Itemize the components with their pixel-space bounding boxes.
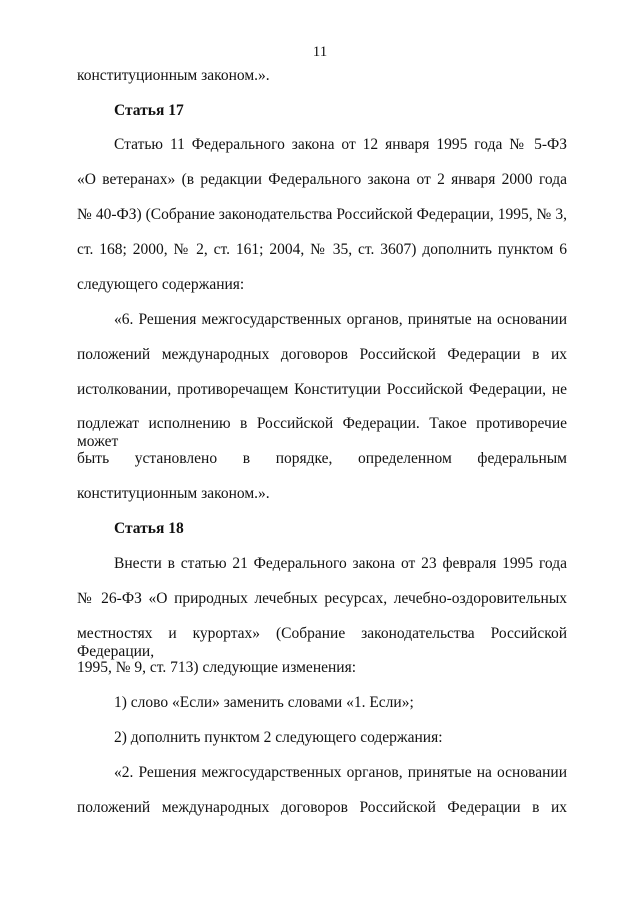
text-line: быть установлено в порядке, определенном федеральным <box>77 450 567 467</box>
page-number: 11 <box>312 44 328 60</box>
article-17-heading: Статья 17 <box>114 102 184 119</box>
text-line: «2. Решения межгосударственных органов, принятые на основании <box>114 764 567 781</box>
text-line: местностях и курортах» (Собрание законодательства Российской Федерации, <box>77 625 567 660</box>
text-line: подлежат исполнению в Российской Федерации. Такое противоречие может <box>77 415 567 450</box>
text-line: следующего содержания: <box>77 276 245 293</box>
text-line: Статью 11 Федерального закона от 12 января 1995 года № 5-ФЗ <box>114 136 567 153</box>
text-line: № 40-ФЗ) (Собрание законодательства Российской Федерации, 1995, № 3, <box>77 206 567 223</box>
list-item: 2) дополнить пунктом 2 следующего содержания: <box>114 729 443 746</box>
text-line: положений международных договоров Российской Федерации в их <box>77 346 567 363</box>
text-line: ст. 168; 2000, № 2, ст. 161; 2004, № 35, ст. 3607) дополнить пунктом 6 <box>77 241 567 258</box>
text-line: № 26-ФЗ «О природных лечебных ресурсах, лечебно-оздоровительных <box>77 590 567 607</box>
list-item: 1) слово «Если» заменить словами «1. Если»; <box>114 694 414 711</box>
text-line: конституционным законом.». <box>77 67 270 84</box>
text-line: конституционным законом.». <box>77 485 270 502</box>
text-line: Внести в статью 21 Федерального закона от 23 февраля 1995 года <box>114 555 567 572</box>
text-line: «6. Решения межгосударственных органов, принятые на основании <box>114 311 567 328</box>
article-18-heading: Статья 18 <box>114 520 184 537</box>
text-line: 1995, № 9, ст. 713) следующие изменения: <box>77 659 357 676</box>
text-line: истолковании, противоречащем Конституции Российской Федерации, не <box>77 381 567 398</box>
text-line: положений международных договоров Российской Федерации в их <box>77 799 567 816</box>
text-line: «О ветеранах» (в редакции Федерального закона от 2 января 2000 года <box>77 171 567 188</box>
